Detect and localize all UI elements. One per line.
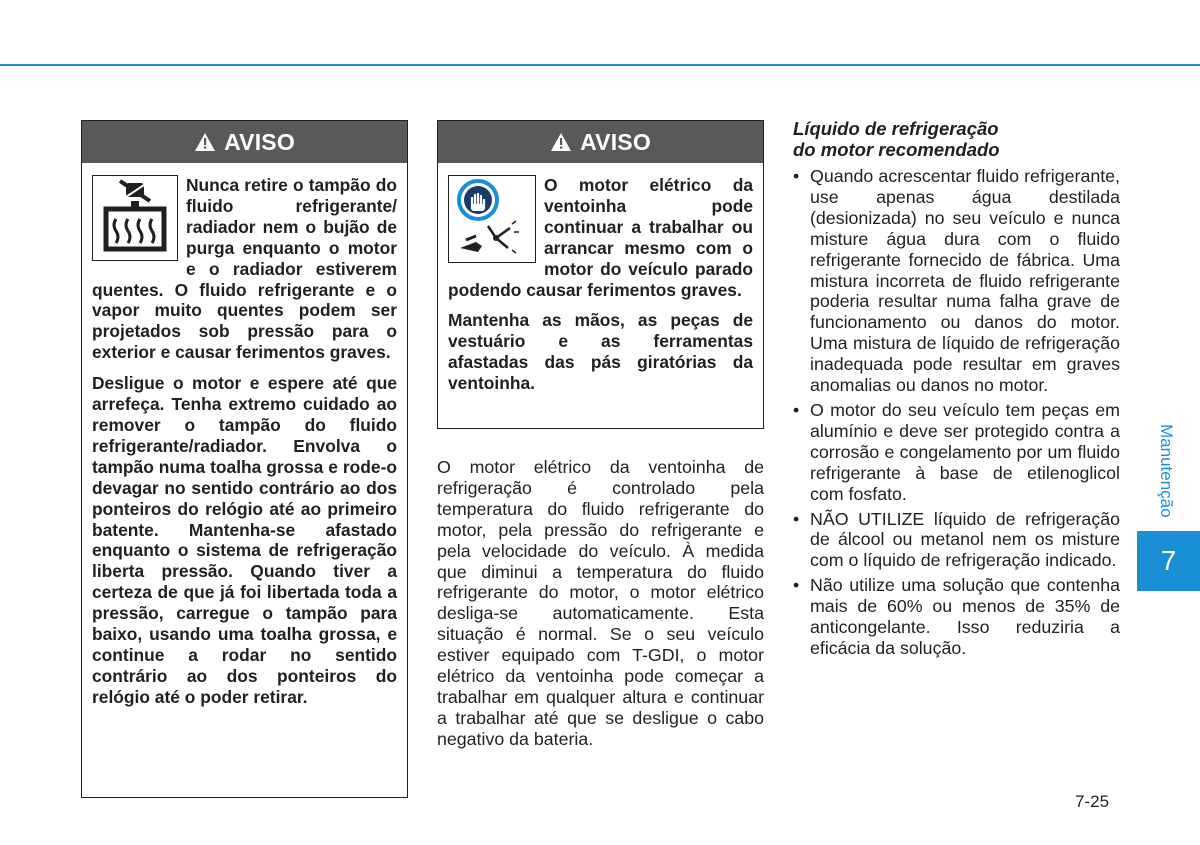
fan-warning-icon [452,178,532,260]
warning-title: AVISO [224,128,295,155]
warning-left-paragraph-2: Desligue o motor e espere até que arrefeça. Tenha extremo cuidado ao remover o tampão do fluido refrigerante/radiador. Envolva o tampão numa toalha grossa e rode-o devagar no sentido contrário ao dos ponteiros do relógio até ao primeiro batente. Mantenha-se afastado enquanto o sistema de refrigeração liberta pressão. Quando tiver a certeza de que já foi libertada toda a pressão, carregue o tampão para baixo, usando uma toalha grossa, e continue a rodar no sentido contrário ao dos ponteiros do relógio até o poder retirar. [92,373,397,707]
stop-hand-icon [459,181,497,219]
warning-middle-paragraph-2: Mantenha as mãos, as peças de vestuário e as ferramentas afastadas das pás giratórias da ventoinha. [448,310,753,394]
warning-middle-paragraph-1: O motor elétrico da ventoinha pode continuar a trabalhar ou arrancar mesmo com o motor do veículo parado podendo causar ferimentos graves. [448,175,753,300]
fan-warning-icon-box [448,175,536,263]
section-title-line-1: Líquido de refrigeração [793,118,999,139]
list-item: • NÃO UTILIZE líquido de refrigeração de álcool ou metanol nem os misture com o líquido de refrigeração indicado. [793,509,1120,572]
hot-radiator-icon-box [92,175,178,261]
warning-box-fan [437,120,764,429]
fan-hand-icon [460,221,519,253]
warning-triangle-icon [194,132,216,152]
list-item: • O motor do seu veículo tem peças em alumínio e deve ser protegido contra a corrosão e congelamento por um fluido refrigerante à base de etilenoglicol com fosfato. [793,400,1120,505]
no-hand-cap-icon [120,181,150,201]
coolant-bullet-list [793,166,1120,659]
warning-header [438,121,763,163]
hot-radiator-icon [98,179,172,257]
list-item: • Quando acrescentar fluido refrigerante, use apenas água destilada (desionizada) no seu veículo e nunca misture água dura com o fluido refrigerante fornecido de fábrica. Uma mistura incorreta de fluido refrigerante poderia resultar numa falha grave de funcionamento ou danos do motor. Uma mistura de líquido de refrigeração inadequada pode resultar em graves anomalias ou danos no motor. [793,166,1120,396]
warning-box-coolant-cap [81,120,408,798]
warning-triangle-icon [550,132,572,152]
chapter-side-label: Manutenção [1157,424,1176,518]
page-number: 7-25 [1075,792,1110,811]
warning-left-paragraph-1: Nunca retire o tampão do fluido refrigerante/ radiador nem o bujão de purga enquanto o motor e o radiador estiverem quentes. O fluido refrigerante e o vapor muito quentes podem ser projetados sob pressão para o exterior e causar ferimentos graves. [92,175,397,363]
list-item: • Não utilize uma solução que contenha mais de 60% ou menos de 35% de anticongelante. Isso reduziria a eficácia da solução. [793,575,1120,659]
recommended-coolant-section [793,118,1120,663]
fan-description-text: O motor elétrico da ventoinha de refrigeração é controlado pela temperatura do fluido refrigerante do motor, pela pressão do refrigerante e pela velocidade do veículo. À medida que diminui a temperatura do fluido refrigerante do motor, o motor elétrico desliga-se automaticamente. Esta situação é normal. Se o seu veículo estiver equipado com T-GDI, o motor elétrico da ventoinha pode começar a trabalhar em qualquer altura e continuar a trabalhar até que se desligue o cabo negativo da bateria. [437,457,764,749]
chapter-number-tab: 7 [1137,531,1200,591]
section-title-line-2: do motor recomendado [793,139,1000,160]
warning-header [82,121,407,163]
top-accent-rule [0,64,1200,66]
warning-title: AVISO [580,128,651,155]
